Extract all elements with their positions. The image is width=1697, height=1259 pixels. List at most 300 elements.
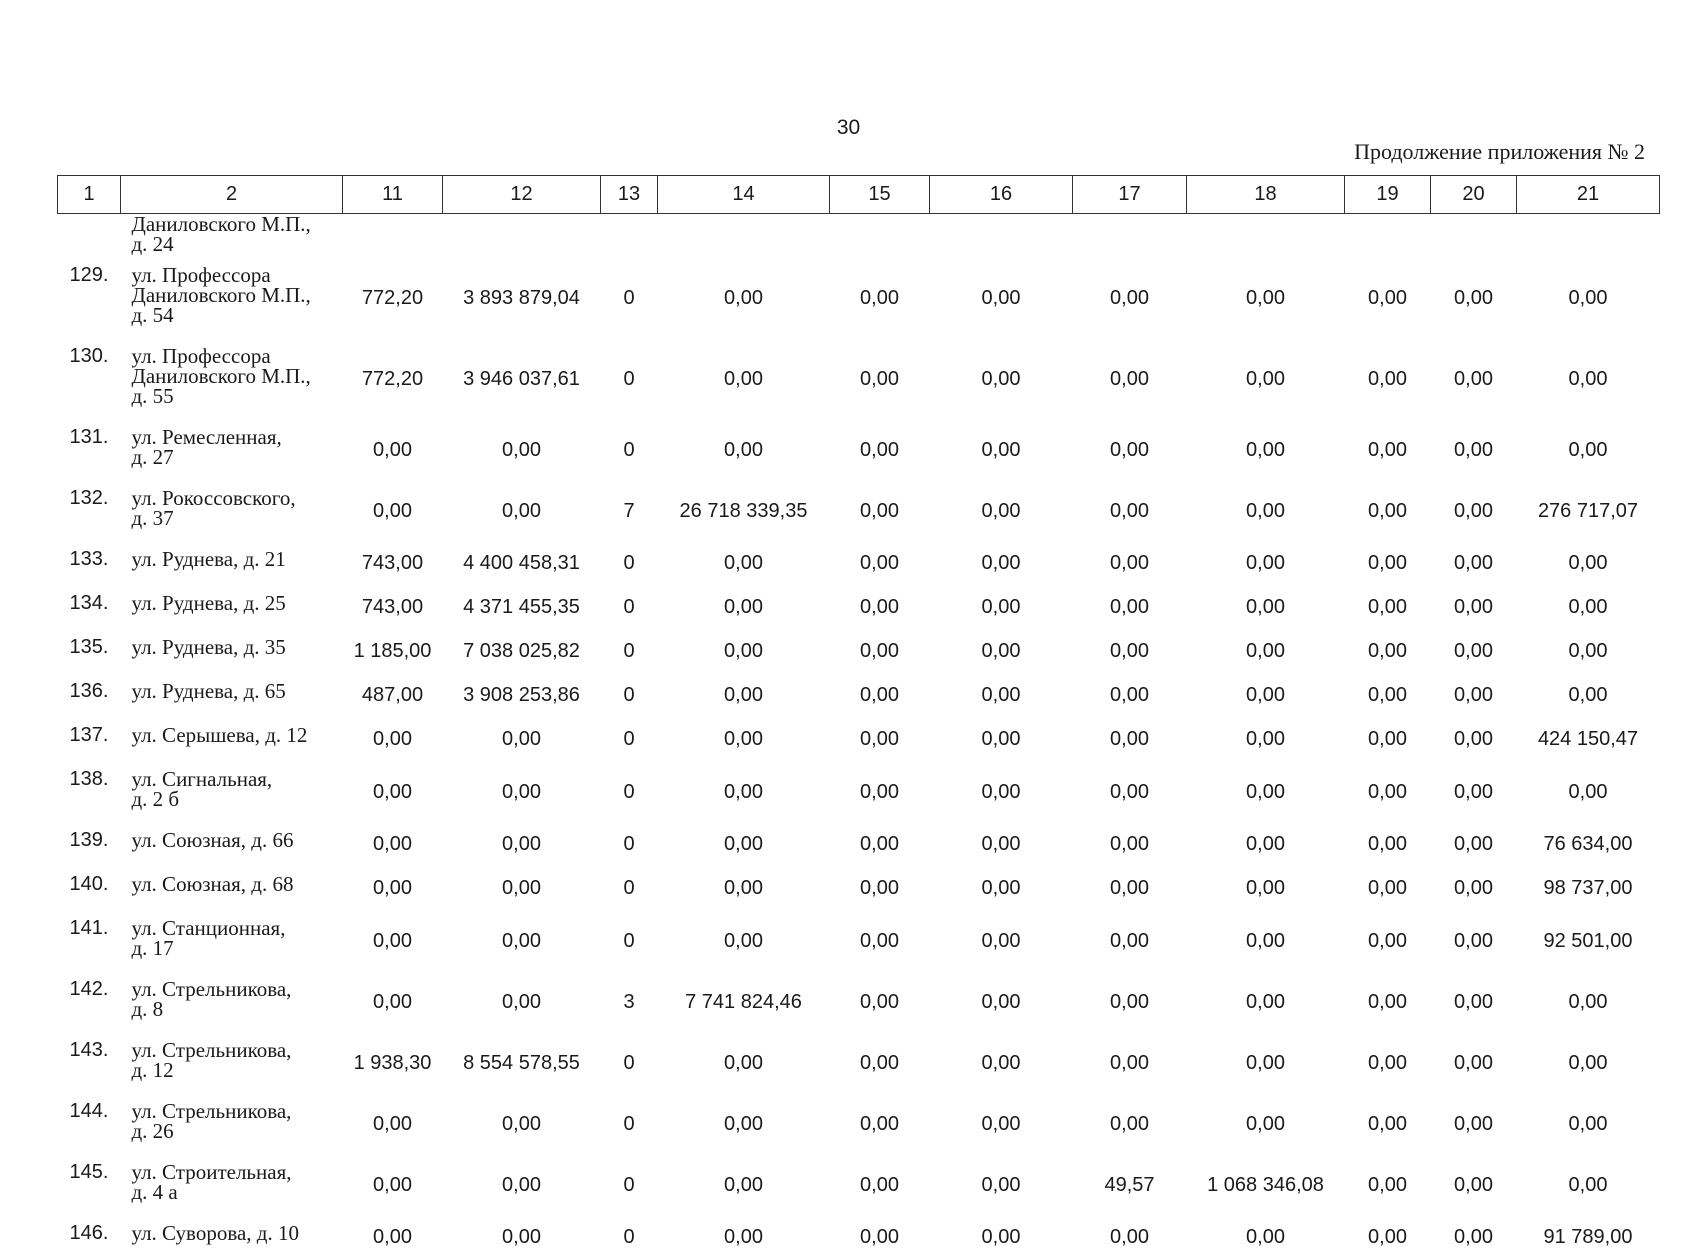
value-cell: 0 — [601, 866, 658, 910]
row-number: 129. — [58, 257, 121, 338]
address-line: ул. Станционная, — [132, 918, 343, 938]
address-cell — [121, 629, 343, 673]
value-cell: 0,00 — [1517, 1032, 1660, 1093]
value-cell: 0,00 — [443, 717, 601, 761]
value-cell: 0,00 — [1187, 629, 1345, 673]
value-cell: 0,00 — [1345, 1154, 1431, 1215]
value-cell: 0,00 — [830, 338, 930, 419]
value-cell: 8 554 578,55 — [443, 1032, 601, 1093]
value-cell: 0 — [601, 257, 658, 338]
value-cell: 0,00 — [930, 338, 1073, 419]
value-cell: 0,00 — [1431, 822, 1517, 866]
value-cell: 0,00 — [1073, 673, 1187, 717]
address-line: ул. Профессора — [132, 265, 343, 285]
value-cell: 0,00 — [443, 910, 601, 971]
row-number: 130. — [58, 338, 121, 419]
address-cell — [121, 585, 343, 629]
row-number: 138. — [58, 761, 121, 822]
value-cell: 0,00 — [1073, 910, 1187, 971]
value-cell: 0,00 — [930, 673, 1073, 717]
value-cell: 0,00 — [1431, 338, 1517, 419]
value-cell: 0,00 — [343, 1154, 443, 1215]
address-line: д. 8 — [132, 999, 343, 1019]
value-cell: 0,00 — [930, 1215, 1073, 1259]
value-cell: 0,00 — [1345, 971, 1431, 1032]
value-cell: 4 400 458,31 — [443, 541, 601, 585]
table-row — [58, 257, 1660, 338]
value-cell: 1 068 346,08 — [1187, 1154, 1345, 1215]
value-cell: 0,00 — [1187, 822, 1345, 866]
row-number: 131. — [58, 419, 121, 480]
value-cell: 0,00 — [1187, 585, 1345, 629]
value-cell: 0,00 — [830, 971, 930, 1032]
row-number: 139. — [58, 822, 121, 866]
value-cell: 0,00 — [1187, 541, 1345, 585]
value-cell: 0 — [601, 338, 658, 419]
table-row — [58, 910, 1660, 971]
value-cell: 0,00 — [658, 866, 830, 910]
value-cell: 0,00 — [930, 1093, 1073, 1154]
value-cell: 98 737,00 — [1517, 866, 1660, 910]
value-cell: 0,00 — [830, 910, 930, 971]
address-line: ул. Строительная, — [132, 1162, 343, 1182]
value-cell: 0,00 — [830, 480, 930, 541]
address-line: ул. Ремесленная, — [132, 427, 343, 447]
table-row — [58, 761, 1660, 822]
value-cell: 0,00 — [1073, 866, 1187, 910]
value-cell: 0,00 — [1517, 1154, 1660, 1215]
empty-cell — [930, 214, 1073, 258]
continuation-label: Продолжение приложения № 2 — [1354, 139, 1645, 165]
value-cell: 0,00 — [830, 585, 930, 629]
value-cell: 0,00 — [1345, 866, 1431, 910]
table-row — [58, 866, 1660, 910]
value-cell: 0,00 — [1431, 866, 1517, 910]
value-cell: 3 908 253,86 — [443, 673, 601, 717]
value-cell: 0,00 — [1187, 1093, 1345, 1154]
value-cell: 0,00 — [1517, 419, 1660, 480]
value-cell: 0,00 — [1345, 585, 1431, 629]
table-row — [58, 419, 1660, 480]
value-cell: 0,00 — [1517, 971, 1660, 1032]
value-cell: 0,00 — [443, 1215, 601, 1259]
value-cell: 0,00 — [930, 822, 1073, 866]
address-line: д. 4 а — [132, 1182, 343, 1202]
value-cell: 0,00 — [1431, 480, 1517, 541]
row-number: 144. — [58, 1093, 121, 1154]
column-header: 16 — [930, 176, 1073, 214]
data-table — [57, 175, 1660, 1259]
value-cell: 0,00 — [1431, 761, 1517, 822]
value-cell: 0,00 — [830, 1032, 930, 1093]
value-cell: 0,00 — [930, 585, 1073, 629]
address-line: д. 2 б — [132, 789, 343, 809]
value-cell: 0,00 — [830, 866, 930, 910]
row-number: 134. — [58, 585, 121, 629]
column-header: 19 — [1345, 176, 1431, 214]
value-cell: 0,00 — [1431, 717, 1517, 761]
value-cell: 0,00 — [1187, 419, 1345, 480]
address-line: д. 55 — [132, 386, 343, 406]
value-cell: 0,00 — [1517, 761, 1660, 822]
row-number: 136. — [58, 673, 121, 717]
value-cell: 0,00 — [1073, 257, 1187, 338]
value-cell: 0,00 — [443, 480, 601, 541]
value-cell: 0,00 — [1187, 673, 1345, 717]
value-cell: 0,00 — [830, 673, 930, 717]
value-cell: 487,00 — [343, 673, 443, 717]
value-cell: 0,00 — [658, 585, 830, 629]
value-cell: 26 718 339,35 — [658, 480, 830, 541]
value-cell: 0,00 — [1073, 480, 1187, 541]
address-line: ул. Руднева, д. 21 — [132, 549, 343, 569]
value-cell: 0,00 — [930, 629, 1073, 673]
value-cell: 0,00 — [1187, 866, 1345, 910]
row-number: 135. — [58, 629, 121, 673]
value-cell: 0,00 — [1187, 971, 1345, 1032]
value-cell: 0,00 — [1431, 673, 1517, 717]
value-cell: 0 — [601, 673, 658, 717]
row-number: 132. — [58, 480, 121, 541]
table-row — [58, 1215, 1660, 1259]
address-line: д. 27 — [132, 447, 343, 467]
address-line: ул. Суворова, д. 10 — [132, 1223, 343, 1243]
value-cell: 0 — [601, 1154, 658, 1215]
table-row — [58, 971, 1660, 1032]
empty-cell — [601, 214, 658, 258]
empty-cell — [1345, 214, 1431, 258]
value-cell: 0,00 — [1345, 761, 1431, 822]
empty-cell — [343, 214, 443, 258]
value-cell: 0,00 — [1345, 1093, 1431, 1154]
value-cell: 7 741 824,46 — [658, 971, 830, 1032]
value-cell: 0,00 — [658, 419, 830, 480]
value-cell: 0,00 — [1517, 629, 1660, 673]
value-cell: 0,00 — [443, 1093, 601, 1154]
value-cell: 0 — [601, 761, 658, 822]
empty-cell — [658, 214, 830, 258]
value-cell: 0,00 — [930, 761, 1073, 822]
value-cell: 0,00 — [930, 717, 1073, 761]
address-line: д. 24 — [132, 234, 343, 254]
address-cell — [121, 419, 343, 480]
value-cell: 0,00 — [830, 257, 930, 338]
value-cell: 0,00 — [1345, 717, 1431, 761]
address-line: Даниловского М.П., — [132, 366, 343, 386]
value-cell: 0,00 — [1345, 419, 1431, 480]
value-cell: 0,00 — [343, 1093, 443, 1154]
address-line: ул. Руднева, д. 25 — [132, 593, 343, 613]
value-cell: 0,00 — [1345, 629, 1431, 673]
address-cell — [121, 338, 343, 419]
value-cell: 0,00 — [1073, 541, 1187, 585]
value-cell: 276 717,07 — [1517, 480, 1660, 541]
address-line: ул. Стрельникова, — [132, 1101, 343, 1121]
value-cell: 0,00 — [1431, 1215, 1517, 1259]
value-cell: 0,00 — [658, 1154, 830, 1215]
column-header: 14 — [658, 176, 830, 214]
value-cell: 0,00 — [1431, 1093, 1517, 1154]
value-cell: 0,00 — [930, 866, 1073, 910]
value-cell: 0,00 — [1517, 257, 1660, 338]
value-cell: 0,00 — [1345, 910, 1431, 971]
row-number: 141. — [58, 910, 121, 971]
value-cell: 91 789,00 — [1517, 1215, 1660, 1259]
table-row — [58, 338, 1660, 419]
table-row — [58, 673, 1660, 717]
empty-cell — [58, 214, 121, 258]
value-cell: 0,00 — [1187, 338, 1345, 419]
empty-cell — [1187, 214, 1345, 258]
column-header: 17 — [1073, 176, 1187, 214]
table-row — [58, 717, 1660, 761]
value-cell: 0,00 — [343, 866, 443, 910]
value-cell: 0,00 — [343, 717, 443, 761]
value-cell: 0,00 — [343, 480, 443, 541]
value-cell: 0,00 — [1187, 910, 1345, 971]
value-cell: 0,00 — [443, 761, 601, 822]
address-cell — [121, 910, 343, 971]
empty-cell — [1517, 214, 1660, 258]
value-cell: 0,00 — [658, 629, 830, 673]
value-cell: 0,00 — [343, 761, 443, 822]
address-cell — [121, 717, 343, 761]
value-cell: 0,00 — [930, 480, 1073, 541]
value-cell: 0,00 — [1187, 761, 1345, 822]
value-cell: 0,00 — [1517, 673, 1660, 717]
value-cell: 0,00 — [343, 971, 443, 1032]
column-header: 20 — [1431, 176, 1517, 214]
value-cell: 3 946 037,61 — [443, 338, 601, 419]
address-line: д. 26 — [132, 1121, 343, 1141]
value-cell: 0,00 — [658, 1032, 830, 1093]
value-cell: 0,00 — [1431, 585, 1517, 629]
column-header: 1 — [58, 176, 121, 214]
value-cell: 1 185,00 — [343, 629, 443, 673]
value-cell: 0 — [601, 1032, 658, 1093]
value-cell: 0,00 — [1431, 257, 1517, 338]
value-cell: 772,20 — [343, 338, 443, 419]
value-cell: 0,00 — [1345, 822, 1431, 866]
value-cell: 0,00 — [658, 673, 830, 717]
value-cell: 0,00 — [1431, 629, 1517, 673]
value-cell: 0,00 — [1187, 257, 1345, 338]
value-cell: 0,00 — [343, 1215, 443, 1259]
value-cell: 0 — [601, 585, 658, 629]
value-cell: 743,00 — [343, 585, 443, 629]
value-cell: 0,00 — [443, 1154, 601, 1215]
address-line: ул. Профессора — [132, 346, 343, 366]
value-cell: 0 — [601, 1215, 658, 1259]
value-cell: 0,00 — [1431, 1032, 1517, 1093]
value-cell: 0,00 — [830, 1093, 930, 1154]
table-row-continuation — [58, 214, 1660, 258]
value-cell: 0,00 — [1073, 822, 1187, 866]
value-cell: 0,00 — [658, 822, 830, 866]
value-cell: 0,00 — [1431, 1154, 1517, 1215]
value-cell: 1 938,30 — [343, 1032, 443, 1093]
value-cell: 0 — [601, 910, 658, 971]
value-cell: 0,00 — [658, 761, 830, 822]
value-cell: 0,00 — [443, 822, 601, 866]
address-line: ул. Сигнальная, — [132, 769, 343, 789]
value-cell: 0,00 — [1073, 1032, 1187, 1093]
value-cell: 0,00 — [1431, 541, 1517, 585]
address-line: ул. Руднева, д. 35 — [132, 637, 343, 657]
address-cell — [121, 971, 343, 1032]
table-row — [58, 629, 1660, 673]
value-cell: 0,00 — [930, 1032, 1073, 1093]
value-cell: 0,00 — [830, 717, 930, 761]
address-cell — [121, 257, 343, 338]
value-cell: 3 — [601, 971, 658, 1032]
data-table-container — [57, 175, 1659, 1259]
row-number: 137. — [58, 717, 121, 761]
value-cell: 0,00 — [658, 1215, 830, 1259]
value-cell: 743,00 — [343, 541, 443, 585]
value-cell: 0,00 — [1345, 480, 1431, 541]
value-cell: 4 371 455,35 — [443, 585, 601, 629]
value-cell: 0,00 — [1517, 338, 1660, 419]
address-cell — [121, 673, 343, 717]
column-header: 11 — [343, 176, 443, 214]
column-header: 21 — [1517, 176, 1660, 214]
address-line: д. 12 — [132, 1060, 343, 1080]
address-cell — [121, 214, 343, 258]
value-cell: 0,00 — [658, 338, 830, 419]
value-cell: 0,00 — [830, 629, 930, 673]
value-cell: 0,00 — [1431, 971, 1517, 1032]
table-header — [58, 176, 1660, 214]
value-cell: 0,00 — [1345, 541, 1431, 585]
address-line: Даниловского М.П., — [132, 214, 343, 234]
value-cell: 3 893 879,04 — [443, 257, 601, 338]
value-cell: 424 150,47 — [1517, 717, 1660, 761]
value-cell: 0,00 — [1431, 419, 1517, 480]
address-line: д. 17 — [132, 938, 343, 958]
column-header: 2 — [121, 176, 343, 214]
address-line: ул. Стрельникова, — [132, 979, 343, 999]
value-cell: 0,00 — [1345, 673, 1431, 717]
value-cell: 0,00 — [930, 419, 1073, 480]
value-cell: 0,00 — [830, 419, 930, 480]
address-line: д. 37 — [132, 508, 343, 528]
value-cell: 0,00 — [1431, 910, 1517, 971]
value-cell: 0,00 — [1345, 1032, 1431, 1093]
column-header: 12 — [443, 176, 601, 214]
value-cell: 0,00 — [830, 822, 930, 866]
value-cell: 0,00 — [1517, 541, 1660, 585]
empty-cell — [1073, 214, 1187, 258]
address-line: ул. Рокоссовского, — [132, 488, 343, 508]
table-row — [58, 1154, 1660, 1215]
value-cell: 0,00 — [658, 257, 830, 338]
value-cell: 0,00 — [1517, 585, 1660, 629]
value-cell: 772,20 — [343, 257, 443, 338]
header-row — [58, 176, 1660, 214]
value-cell: 0,00 — [1187, 717, 1345, 761]
address-cell — [121, 1215, 343, 1259]
row-number: 142. — [58, 971, 121, 1032]
value-cell: 0,00 — [1073, 717, 1187, 761]
row-number: 140. — [58, 866, 121, 910]
value-cell: 0,00 — [1345, 338, 1431, 419]
value-cell: 0,00 — [1073, 419, 1187, 480]
value-cell: 0 — [601, 541, 658, 585]
column-header: 15 — [830, 176, 930, 214]
value-cell: 0,00 — [443, 866, 601, 910]
value-cell: 0,00 — [930, 1154, 1073, 1215]
value-cell: 0,00 — [930, 541, 1073, 585]
value-cell: 0,00 — [930, 971, 1073, 1032]
value-cell: 0,00 — [830, 1215, 930, 1259]
row-number: 143. — [58, 1032, 121, 1093]
value-cell: 0,00 — [930, 257, 1073, 338]
address-line: Даниловского М.П., — [132, 285, 343, 305]
value-cell: 92 501,00 — [1517, 910, 1660, 971]
value-cell: 0,00 — [1073, 971, 1187, 1032]
address-line: ул. Руднева, д. 65 — [132, 681, 343, 701]
empty-cell — [1431, 214, 1517, 258]
page-number: 30 — [0, 116, 1697, 140]
value-cell: 0,00 — [1073, 761, 1187, 822]
value-cell: 0,00 — [1187, 1032, 1345, 1093]
empty-cell — [830, 214, 930, 258]
row-number: 146. — [58, 1215, 121, 1259]
value-cell: 0,00 — [1187, 1215, 1345, 1259]
row-number: 145. — [58, 1154, 121, 1215]
value-cell: 0,00 — [930, 910, 1073, 971]
address-cell — [121, 1154, 343, 1215]
table-row — [58, 1032, 1660, 1093]
address-line: ул. Союзная, д. 66 — [132, 830, 343, 850]
value-cell: 0,00 — [658, 717, 830, 761]
value-cell: 0,00 — [1073, 585, 1187, 629]
table-row — [58, 585, 1660, 629]
value-cell: 0,00 — [658, 541, 830, 585]
value-cell: 7 038 025,82 — [443, 629, 601, 673]
empty-cell — [443, 214, 601, 258]
value-cell: 0,00 — [343, 822, 443, 866]
value-cell: 0,00 — [1073, 1215, 1187, 1259]
value-cell: 0,00 — [343, 419, 443, 480]
address-line: ул. Стрельникова, — [132, 1040, 343, 1060]
column-header: 18 — [1187, 176, 1345, 214]
address-line: ул. Серышева, д. 12 — [132, 725, 343, 745]
value-cell: 0,00 — [830, 761, 930, 822]
value-cell: 0,00 — [658, 1093, 830, 1154]
value-cell: 49,57 — [1073, 1154, 1187, 1215]
table-body — [58, 214, 1660, 1259]
value-cell: 0,00 — [1073, 338, 1187, 419]
row-number: 133. — [58, 541, 121, 585]
address-cell — [121, 480, 343, 541]
address-cell — [121, 541, 343, 585]
value-cell: 76 634,00 — [1517, 822, 1660, 866]
value-cell: 0,00 — [1187, 480, 1345, 541]
table-row — [58, 1093, 1660, 1154]
address-cell — [121, 866, 343, 910]
value-cell: 7 — [601, 480, 658, 541]
address-cell — [121, 822, 343, 866]
value-cell: 0,00 — [443, 971, 601, 1032]
value-cell: 0 — [601, 419, 658, 480]
table-row — [58, 541, 1660, 585]
address-line: д. 54 — [132, 305, 343, 325]
value-cell: 0,00 — [1073, 629, 1187, 673]
value-cell: 0,00 — [658, 910, 830, 971]
value-cell: 0,00 — [1073, 1093, 1187, 1154]
